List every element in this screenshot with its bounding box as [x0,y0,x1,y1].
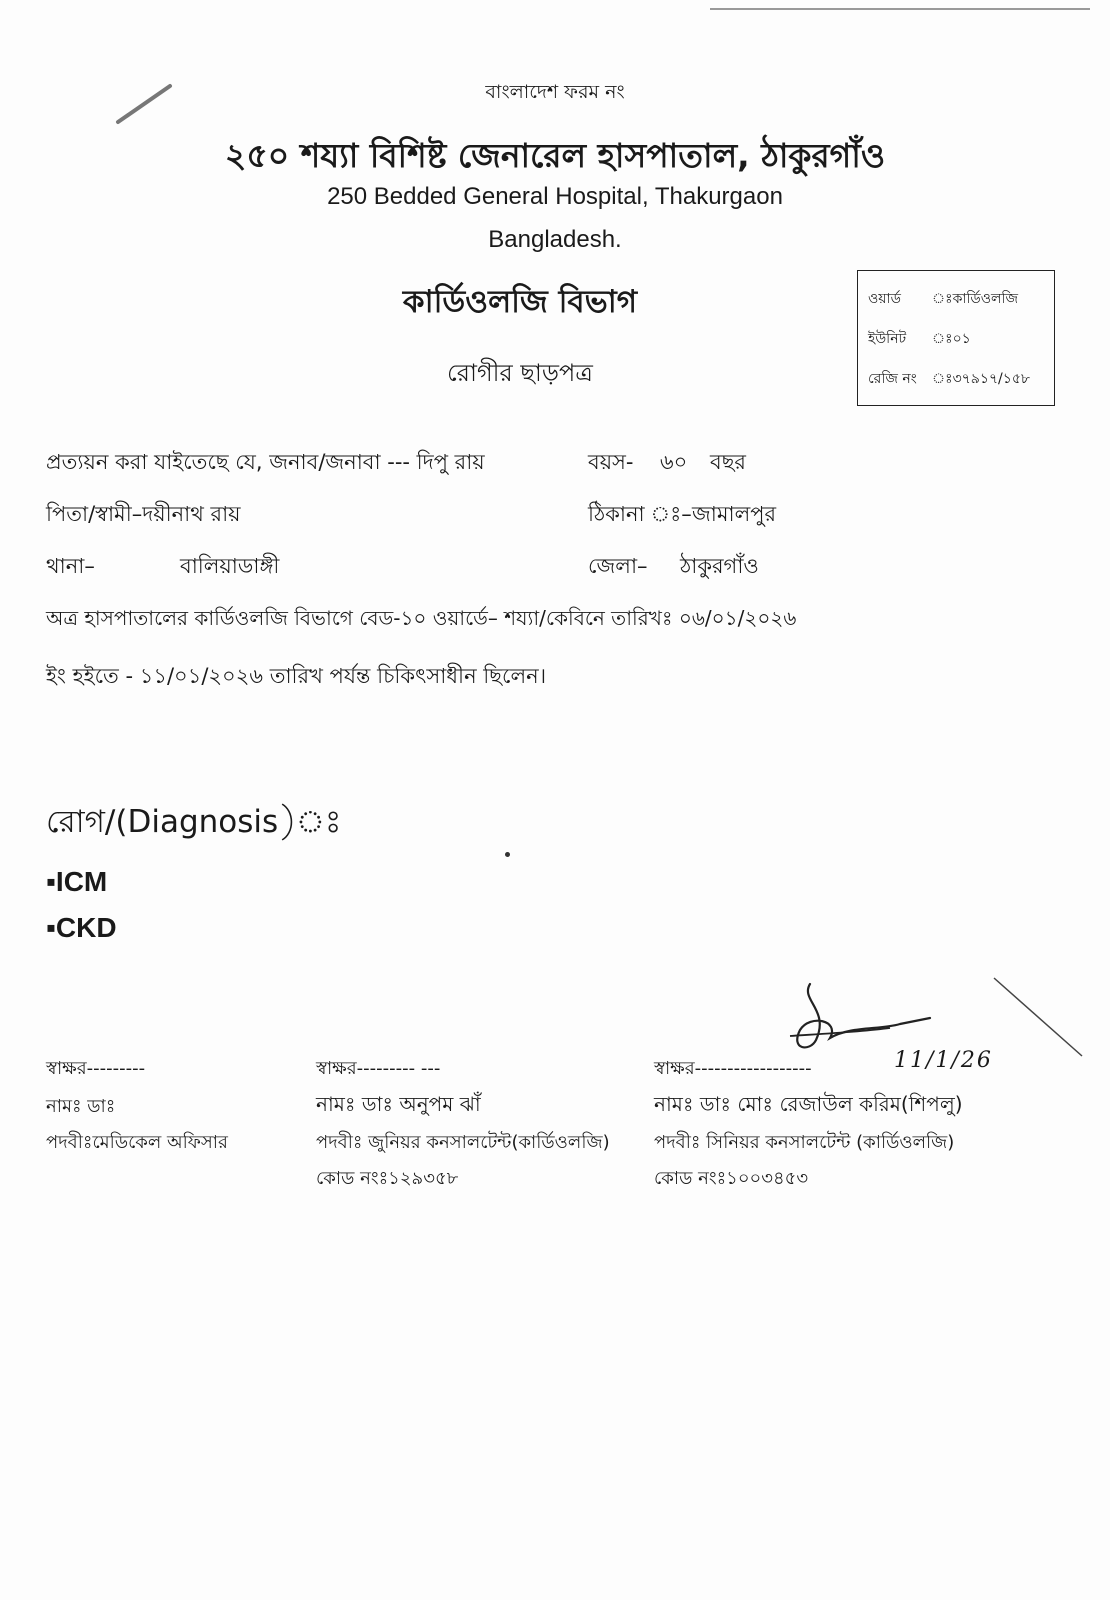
hospital-name-english: 250 Bedded General Hospital, Thakurgaon [327,183,783,210]
diagnosis-heading: রোগ/(Diagnosis)ঃ [46,804,342,840]
age-value: ৬০ [660,450,688,474]
form-number: বাংলাদেশ ফরম নং [485,81,625,103]
thana-value: বালিয়াডাঙ্গী [180,554,280,578]
address-label: ঠিকানা ঃ– [588,502,692,526]
father-husband-line: পিতা/স্বামী–দয়ীনাথ রায় [46,502,241,526]
handwritten-date: 11/1/26 [894,1048,993,1073]
ward-label: ওয়ার্ড [868,291,901,307]
ward-value: ঃকার্ডিওলজি [932,291,1019,307]
unit-value: ঃ০১ [932,331,971,347]
district-label: জেলা– [588,554,648,578]
registration-row [868,359,1044,399]
discharge-line: ইং হইতে - ১১/০১/২০২৬ তারিখ পর্যন্ত চিকিৎসাধীন ছিলেন। [46,664,547,688]
ward-row [868,279,1044,319]
district-value: ঠাকুরগাঁও [680,554,759,578]
age-label: বয়স- [588,450,634,474]
stray-pen-stroke [990,974,1090,1064]
document-title: রোগীর ছাড়পত্র [447,359,593,387]
registration-value: ঃ৩৭৯১৭/১৫৮ [932,371,1031,387]
ward-info-box [857,270,1055,406]
designation-senior-consultant: পদবীঃ সিনিয়র কনসালটেন্ট (কার্ডিওলজি) [654,1132,955,1153]
designation-medical-officer: পদবীঃমেডিকেল অফিসার [46,1132,228,1153]
code-senior-consultant: কোড নংঃ১০০৩৪৫৩ [654,1168,809,1189]
signature-line-medical-officer: স্বাক্ষর--------- [46,1058,146,1079]
certify-line: প্রত্যয়ন করা যাইতেছে যে, জনাব/জনাবা --- দিপু রায় [46,450,485,474]
address-value: জামালপুর [692,502,777,526]
signature-line-junior-consultant: স্বাক্ষর--------- --- [316,1058,441,1079]
scan-edge-line [710,8,1090,10]
diagnosis-item: ▪ICM [46,866,108,897]
diagnosis-item: ▪CKD [46,912,117,943]
name-junior-consultant: নামঃ ডাঃ অনুপম ঝাঁ [316,1092,481,1116]
age-unit: বছর [710,450,746,474]
registration-label: রেজি নং [868,371,917,387]
country: Bangladesh. [488,226,622,253]
code-junior-consultant: কোড নংঃ১২৯৩৫৮ [316,1168,459,1189]
name-senior-consultant: নামঃ ডাঃ মোঃ রেজাউল করিম(শিপলু) [654,1092,963,1116]
admission-line: অত্র হাসপাতালের কার্ডিওলজি বিভাগে বেড-১০ ওয়ার্ডে– শয্যা/কেবিনে তারিখঃ ০৬/০১/২০২৬ [46,606,797,630]
unit-label: ইউনিট [868,331,907,347]
thana-label: থানা– [46,554,95,578]
department-title: কার্ডিওলজি বিভাগ [402,284,638,320]
signature-line-senior-consultant: স্বাক্ষর------------------ [654,1058,812,1079]
stray-dot [505,852,510,857]
unit-row [868,319,1044,359]
designation-junior-consultant: পদবীঃ জুনিয়র কনসালটেন্ট(কার্ডিওলজি) [316,1132,610,1153]
hospital-name-bengali: ২৫০ শয্যা বিশিষ্ট জেনারেল হাসপাতাল, ঠাকুরগাঁও [224,136,886,175]
name-medical-officer: নামঃ ডাঃ [46,1096,116,1117]
